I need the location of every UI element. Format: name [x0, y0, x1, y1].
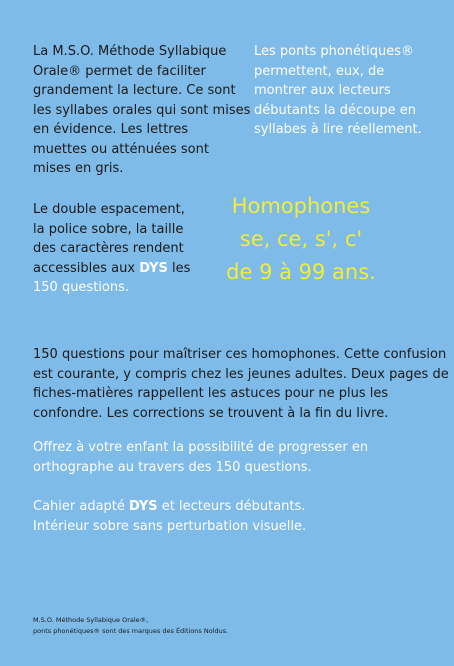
main-paragraph — [33, 345, 449, 423]
text-fragment: et lecteurs débutants. — [157, 499, 306, 514]
text-line: orthographe au travers des 150 questions. — [33, 459, 312, 475]
offer-paragraph — [33, 438, 433, 477]
accessibility-description — [33, 200, 203, 298]
text-fragment: Cahier adapté — [33, 499, 130, 514]
headline-homophones: se, ce, s', c' — [239, 227, 363, 251]
text-line: muettes ou atténuées sont — [33, 141, 209, 157]
text-line: 150 questions. — [33, 280, 130, 295]
text-line: en évidence. Les lettres — [33, 122, 189, 137]
text-line: Offrez à votre enfant la possibilité de progresser en — [33, 440, 369, 455]
text-line: La M.S.O. Méthode Syllabique — [33, 44, 227, 59]
text-line: syllabes à lire réellement. — [254, 122, 422, 137]
footnote-line: M.S.O. Méthode Syllabique Orale®, — [33, 616, 149, 624]
text-line — [33, 497, 433, 517]
text-line: mises en gris. — [33, 161, 124, 176]
trademark-footnote — [33, 615, 333, 637]
text-line: grandement la lecture. Ce sont — [33, 83, 236, 98]
footnote-line: ponts phonétiques® sont des marques des Éditions Noldus. — [33, 627, 229, 635]
text-fragment: les — [167, 260, 191, 276]
text-line: la police sobre, la taille — [33, 221, 184, 237]
text-line: Les ponts phonétiques® — [254, 44, 415, 59]
dys-highlight: DYS — [139, 260, 168, 276]
text-line: Le double espacement, — [33, 202, 185, 217]
text-fragment: accessibles aux — [33, 260, 140, 276]
text-line: 150 questions pour maîtriser ces homophones. Cette confusion — [33, 347, 447, 362]
text-line: confondre. Les corrections se trouvent à la fin du livre. — [33, 405, 389, 421]
text-line: débutants la découpe en — [254, 102, 416, 118]
text-line — [33, 259, 203, 279]
dys-highlight: DYS — [129, 499, 158, 514]
text-line: montrer aux lecteurs — [254, 83, 391, 98]
text-line: Intérieur sobre sans perturbation visuelle. — [33, 518, 307, 534]
text-line: Orale® permet de faciliter — [33, 63, 206, 79]
headline-age-range: de 9 à 99 ans. — [226, 260, 376, 284]
text-line: des caractères rendent — [33, 241, 184, 256]
text-line: permettent, eux, de — [254, 63, 385, 79]
text-line: est courante, y compris chez les jeunes adultes. Deux pages de — [33, 366, 449, 382]
text-line: fiches-matières rappellent les astuces pour ne plus les — [33, 386, 389, 401]
method-description — [33, 42, 251, 179]
cahier-paragraph — [33, 497, 433, 536]
phonetic-bridges-description — [254, 42, 429, 140]
text-line: les syllabes orales qui sont mises — [33, 102, 251, 118]
headline-title: Homophones — [231, 194, 371, 218]
headline — [212, 190, 390, 289]
